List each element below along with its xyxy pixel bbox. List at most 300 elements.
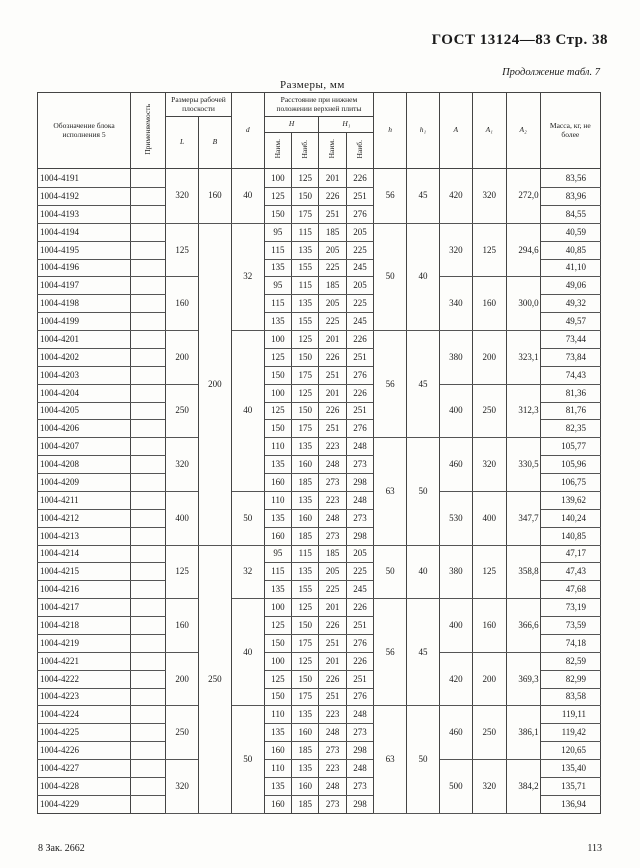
L-cell: 320: [166, 438, 199, 492]
h-cell: 56: [374, 169, 407, 224]
applicability-cell: [131, 295, 166, 313]
H1-min-cell: 273: [319, 742, 346, 760]
H1-min-cell: 251: [319, 688, 346, 706]
designation-cell: 1004-4202: [38, 348, 131, 366]
L-cell: 125: [166, 545, 199, 599]
designation-cell: 1004-4206: [38, 420, 131, 438]
A2-cell: 384,2: [506, 760, 540, 814]
H1-min-cell: 185: [319, 223, 346, 241]
d-cell: 50: [231, 491, 264, 545]
designation-cell: 1004-4222: [38, 670, 131, 688]
H-min-cell: 150: [264, 366, 291, 384]
H-min-cell: 100: [264, 169, 291, 188]
mass-cell: 84,55: [540, 205, 600, 223]
mass-cell: 83,56: [540, 169, 600, 188]
H1-min-cell: 251: [319, 634, 346, 652]
H-max-cell: 150: [292, 188, 319, 206]
A2-cell: 358,8: [506, 545, 540, 599]
designation-cell: 1004-4226: [38, 742, 131, 760]
h1-cell: 45: [407, 599, 440, 706]
h-cell: 50: [374, 223, 407, 330]
applicability-cell: [131, 688, 166, 706]
A1-cell: 250: [472, 384, 506, 438]
H-min-cell: 125: [264, 670, 291, 688]
H1-min-cell: 226: [319, 348, 346, 366]
applicability-cell: [131, 420, 166, 438]
A1-cell: 200: [472, 652, 506, 706]
H-max-cell: 185: [292, 527, 319, 545]
applicability-cell: [131, 670, 166, 688]
mass-cell: 74,43: [540, 366, 600, 384]
H-min-cell: 150: [264, 634, 291, 652]
col-h-header: h: [374, 93, 407, 169]
B-cell: 160: [198, 169, 231, 224]
applicability-cell: [131, 652, 166, 670]
H-max-cell: 135: [292, 438, 319, 456]
applicability-cell: [131, 527, 166, 545]
designation-cell: 1004-4217: [38, 599, 131, 617]
table-row: [38, 760, 601, 778]
H1-max-cell: 298: [346, 474, 373, 492]
applicability-cell: [131, 188, 166, 206]
H-min-cell: 110: [264, 706, 291, 724]
B-cell: 200: [198, 223, 231, 545]
mass-cell: 73,59: [540, 617, 600, 635]
applicability-cell: [131, 402, 166, 420]
designation-cell: 1004-4198: [38, 295, 131, 313]
H1-min-cell: 201: [319, 652, 346, 670]
A2-cell: 386,1: [506, 706, 540, 760]
H-max-cell: 150: [292, 348, 319, 366]
applicability-cell: [131, 509, 166, 527]
mass-cell: 105,96: [540, 456, 600, 474]
H-max-cell: 135: [292, 760, 319, 778]
page-number: 113: [587, 843, 602, 854]
H-max-cell: 150: [292, 670, 319, 688]
H-min-cell: 135: [264, 259, 291, 277]
H-min-cell: 95: [264, 277, 291, 295]
H-min-cell: 160: [264, 795, 291, 813]
H1-max-cell: 273: [346, 724, 373, 742]
A1-cell: 160: [472, 599, 506, 653]
H1-max-cell: 276: [346, 205, 373, 223]
H-min-cell: 150: [264, 205, 291, 223]
L-cell: 400: [166, 491, 199, 545]
designation-cell: 1004-4204: [38, 384, 131, 402]
H-max-cell: 150: [292, 402, 319, 420]
applicability-cell: [131, 706, 166, 724]
A2-cell: 312,3: [506, 384, 540, 438]
H-min-cell: 135: [264, 313, 291, 331]
col-H1-min-header: Наим.: [319, 133, 346, 169]
applicability-cell: [131, 456, 166, 474]
H1-min-cell: 251: [319, 205, 346, 223]
d-cell: 32: [231, 545, 264, 599]
applicability-cell: [131, 348, 166, 366]
A1-cell: 320: [472, 169, 506, 224]
B-cell: 250: [198, 545, 231, 813]
A2-cell: 323,1: [506, 331, 540, 385]
designation-cell: 1004-4193: [38, 205, 131, 223]
H-min-cell: 100: [264, 384, 291, 402]
H1-min-cell: 226: [319, 188, 346, 206]
mass-cell: 40,85: [540, 241, 600, 259]
H-min-cell: 135: [264, 456, 291, 474]
L-cell: 320: [166, 760, 199, 814]
H-max-cell: 185: [292, 795, 319, 813]
mass-cell: 135,40: [540, 760, 600, 778]
L-cell: 200: [166, 652, 199, 706]
H1-max-cell: 276: [346, 366, 373, 384]
H1-max-cell: 298: [346, 795, 373, 813]
H1-max-cell: 205: [346, 223, 373, 241]
col-distance-group-header: Расстояние при нижнем положении верхней плиты: [264, 93, 374, 117]
table-continuation-label: Продолжение табл. 7: [502, 67, 600, 78]
H-min-cell: 115: [264, 241, 291, 259]
mass-cell: 49,57: [540, 313, 600, 331]
applicability-cell: [131, 169, 166, 188]
H1-max-cell: 226: [346, 331, 373, 349]
mass-cell: 81,36: [540, 384, 600, 402]
A2-cell: 347,7: [506, 491, 540, 545]
A2-cell: 272,0: [506, 169, 540, 224]
H1-min-cell: 248: [319, 777, 346, 795]
designation-cell: 1004-4207: [38, 438, 131, 456]
mass-cell: 106,75: [540, 474, 600, 492]
h-cell: 63: [374, 438, 407, 545]
H1-max-cell: 248: [346, 760, 373, 778]
applicability-cell: [131, 724, 166, 742]
H-max-cell: 185: [292, 474, 319, 492]
h-cell: 56: [374, 599, 407, 706]
mass-cell: 83,58: [540, 688, 600, 706]
H-max-cell: 125: [292, 169, 319, 188]
H-min-cell: 160: [264, 527, 291, 545]
mass-cell: 82,35: [540, 420, 600, 438]
H1-max-cell: 225: [346, 295, 373, 313]
mass-cell: 47,17: [540, 545, 600, 563]
H1-min-cell: 201: [319, 599, 346, 617]
designation-cell: 1004-4195: [38, 241, 131, 259]
applicability-cell: [131, 384, 166, 402]
h-cell: 50: [374, 545, 407, 599]
applicability-cell: [131, 474, 166, 492]
H1-min-cell: 205: [319, 295, 346, 313]
H-min-cell: 135: [264, 581, 291, 599]
H-min-cell: 100: [264, 331, 291, 349]
col-A2-header: A₂: [506, 93, 540, 169]
table-row: [38, 706, 601, 724]
H-max-cell: 115: [292, 223, 319, 241]
A2-cell: 369,3: [506, 652, 540, 706]
H-max-cell: 155: [292, 259, 319, 277]
H1-max-cell: 226: [346, 384, 373, 402]
table-caption: Размеры, мм: [280, 79, 345, 91]
H-max-cell: 135: [292, 491, 319, 509]
designation-cell: 1004-4215: [38, 563, 131, 581]
H1-max-cell: 245: [346, 581, 373, 599]
designation-cell: 1004-4211: [38, 491, 131, 509]
designation-cell: 1004-4219: [38, 634, 131, 652]
H-min-cell: 125: [264, 402, 291, 420]
H-max-cell: 125: [292, 331, 319, 349]
H1-max-cell: 245: [346, 259, 373, 277]
A1-cell: 320: [472, 438, 506, 492]
mass-cell: 47,43: [540, 563, 600, 581]
col-H-min-header: Наим.: [264, 133, 291, 169]
designation-cell: 1004-4213: [38, 527, 131, 545]
footer-order-number: 8 Зак. 2662: [38, 843, 85, 854]
table-row: [38, 491, 601, 509]
designation-cell: 1004-4223: [38, 688, 131, 706]
H-min-cell: 110: [264, 760, 291, 778]
designation-cell: 1004-4225: [38, 724, 131, 742]
H1-max-cell: 273: [346, 456, 373, 474]
designation-cell: 1004-4205: [38, 402, 131, 420]
H1-max-cell: 273: [346, 777, 373, 795]
H-min-cell: 125: [264, 348, 291, 366]
H1-min-cell: 223: [319, 491, 346, 509]
table-row: [38, 438, 601, 456]
applicability-cell: [131, 581, 166, 599]
applicability-cell: [131, 742, 166, 760]
A-cell: 400: [439, 599, 472, 653]
L-cell: 200: [166, 331, 199, 385]
h1-cell: 50: [407, 438, 440, 545]
mass-cell: 47,68: [540, 581, 600, 599]
A-cell: 420: [439, 652, 472, 706]
applicability-cell: [131, 259, 166, 277]
L-cell: 320: [166, 169, 199, 224]
A-cell: 380: [439, 545, 472, 599]
A1-cell: 250: [472, 706, 506, 760]
mass-cell: 139,62: [540, 491, 600, 509]
table-row: [38, 331, 601, 349]
col-H-header: H: [264, 117, 319, 133]
H-max-cell: 155: [292, 313, 319, 331]
A-cell: 320: [439, 223, 472, 277]
applicability-cell: [131, 760, 166, 778]
designation-cell: 1004-4218: [38, 617, 131, 635]
A-cell: 340: [439, 277, 472, 331]
H1-min-cell: 223: [319, 438, 346, 456]
H1-max-cell: 273: [346, 509, 373, 527]
h1-cell: 50: [407, 706, 440, 813]
H1-min-cell: 185: [319, 277, 346, 295]
designation-cell: 1004-4192: [38, 188, 131, 206]
h1-cell: 40: [407, 223, 440, 330]
designation-cell: 1004-4191: [38, 169, 131, 188]
designation-cell: 1004-4224: [38, 706, 131, 724]
H-min-cell: 135: [264, 777, 291, 795]
col-H1-header: H₁: [319, 117, 374, 133]
H-max-cell: 160: [292, 724, 319, 742]
L-cell: 250: [166, 706, 199, 760]
d-cell: 40: [231, 331, 264, 492]
mass-cell: 105,77: [540, 438, 600, 456]
applicability-cell: [131, 313, 166, 331]
H1-min-cell: 251: [319, 366, 346, 384]
designation-cell: 1004-4203: [38, 366, 131, 384]
col-applicability-header: Применяемость: [131, 93, 166, 169]
h1-cell: 40: [407, 545, 440, 599]
designation-cell: 1004-4194: [38, 223, 131, 241]
H-max-cell: 135: [292, 295, 319, 313]
table-row: [38, 384, 601, 402]
L-cell: 160: [166, 277, 199, 331]
A-cell: 460: [439, 438, 472, 492]
applicability-cell: [131, 634, 166, 652]
H-min-cell: 110: [264, 438, 291, 456]
designation-cell: 1004-4196: [38, 259, 131, 277]
applicability-cell: [131, 545, 166, 563]
L-cell: 250: [166, 384, 199, 438]
H-max-cell: 175: [292, 688, 319, 706]
H-min-cell: 100: [264, 599, 291, 617]
H-max-cell: 150: [292, 617, 319, 635]
h-cell: 56: [374, 331, 407, 438]
designation-cell: 1004-4208: [38, 456, 131, 474]
mass-cell: 135,71: [540, 777, 600, 795]
H1-min-cell: 273: [319, 527, 346, 545]
H-min-cell: 160: [264, 474, 291, 492]
col-plate-group-header: Размеры рабочей плоскости: [166, 93, 232, 117]
H1-min-cell: 205: [319, 563, 346, 581]
H-max-cell: 125: [292, 384, 319, 402]
dimensions-table: [37, 92, 601, 814]
H1-max-cell: 248: [346, 491, 373, 509]
mass-cell: 73,84: [540, 348, 600, 366]
H-max-cell: 135: [292, 241, 319, 259]
col-B-header: B: [198, 117, 231, 169]
applicability-cell: [131, 563, 166, 581]
designation-cell: 1004-4228: [38, 777, 131, 795]
H1-max-cell: 276: [346, 420, 373, 438]
H1-max-cell: 226: [346, 652, 373, 670]
mass-cell: 140,24: [540, 509, 600, 527]
designation-cell: 1004-4212: [38, 509, 131, 527]
applicability-cell: [131, 438, 166, 456]
mass-cell: 49,06: [540, 277, 600, 295]
H1-max-cell: 251: [346, 348, 373, 366]
H1-max-cell: 225: [346, 241, 373, 259]
d-cell: 32: [231, 223, 264, 330]
designation-cell: 1004-4221: [38, 652, 131, 670]
H-min-cell: 115: [264, 563, 291, 581]
designation-cell: 1004-4209: [38, 474, 131, 492]
H1-min-cell: 201: [319, 169, 346, 188]
mass-cell: 83,96: [540, 188, 600, 206]
page-header: ГОСТ 13124—83 Стр. 38: [431, 32, 608, 48]
col-H1-max-header: Наиб.: [346, 133, 373, 169]
H-max-cell: 175: [292, 420, 319, 438]
A1-cell: 160: [472, 277, 506, 331]
applicability-cell: [131, 617, 166, 635]
A-cell: 500: [439, 760, 472, 814]
table-row: [38, 277, 601, 295]
H1-max-cell: 226: [346, 169, 373, 188]
table-row: [38, 652, 601, 670]
designation-cell: 1004-4229: [38, 795, 131, 813]
H1-max-cell: 248: [346, 706, 373, 724]
H1-min-cell: 248: [319, 509, 346, 527]
H1-min-cell: 273: [319, 474, 346, 492]
H-max-cell: 115: [292, 545, 319, 563]
H1-max-cell: 251: [346, 617, 373, 635]
H-min-cell: 110: [264, 491, 291, 509]
mass-cell: 73,19: [540, 599, 600, 617]
A-cell: 400: [439, 384, 472, 438]
H1-min-cell: 201: [319, 331, 346, 349]
H1-min-cell: 223: [319, 760, 346, 778]
H1-min-cell: 225: [319, 259, 346, 277]
H-max-cell: 175: [292, 205, 319, 223]
H-min-cell: 150: [264, 420, 291, 438]
designation-cell: 1004-4227: [38, 760, 131, 778]
H-min-cell: 135: [264, 509, 291, 527]
H1-min-cell: 251: [319, 420, 346, 438]
H-max-cell: 155: [292, 581, 319, 599]
A-cell: 420: [439, 169, 472, 224]
applicability-cell: [131, 599, 166, 617]
H1-min-cell: 201: [319, 384, 346, 402]
H-min-cell: 135: [264, 724, 291, 742]
col-d-header: d: [231, 93, 264, 169]
col-mass-header: Масса, кг, не более: [540, 93, 600, 169]
col-designation-header: Обозначение блока исполнения 5: [38, 93, 131, 169]
H-max-cell: 175: [292, 634, 319, 652]
mass-cell: 120,65: [540, 742, 600, 760]
h1-cell: 45: [407, 331, 440, 438]
col-A1-header: A₁: [472, 93, 506, 169]
table-row: [38, 599, 601, 617]
H-max-cell: 125: [292, 652, 319, 670]
mass-cell: 119,11: [540, 706, 600, 724]
mass-cell: 140,85: [540, 527, 600, 545]
H-max-cell: 115: [292, 277, 319, 295]
H1-min-cell: 226: [319, 670, 346, 688]
col-A-header: A: [439, 93, 472, 169]
applicability-cell: [131, 241, 166, 259]
mass-cell: 49,32: [540, 295, 600, 313]
applicability-cell: [131, 366, 166, 384]
A1-cell: 125: [472, 223, 506, 277]
H1-max-cell: 225: [346, 563, 373, 581]
H1-min-cell: 248: [319, 456, 346, 474]
H-max-cell: 135: [292, 563, 319, 581]
h1-cell: 45: [407, 169, 440, 224]
applicability-cell: [131, 331, 166, 349]
col-L-header: L: [166, 117, 199, 169]
A1-cell: 400: [472, 491, 506, 545]
H1-max-cell: 245: [346, 313, 373, 331]
H1-max-cell: 205: [346, 545, 373, 563]
A1-cell: 320: [472, 760, 506, 814]
applicability-cell: [131, 223, 166, 241]
H-min-cell: 160: [264, 742, 291, 760]
table-row: [38, 545, 601, 563]
H1-max-cell: 276: [346, 634, 373, 652]
H1-max-cell: 251: [346, 188, 373, 206]
H-max-cell: 160: [292, 456, 319, 474]
h-cell: 63: [374, 706, 407, 813]
d-cell: 40: [231, 169, 264, 224]
H1-max-cell: 205: [346, 277, 373, 295]
d-cell: 50: [231, 706, 264, 813]
H-min-cell: 125: [264, 188, 291, 206]
H-min-cell: 115: [264, 295, 291, 313]
mass-cell: 82,59: [540, 652, 600, 670]
